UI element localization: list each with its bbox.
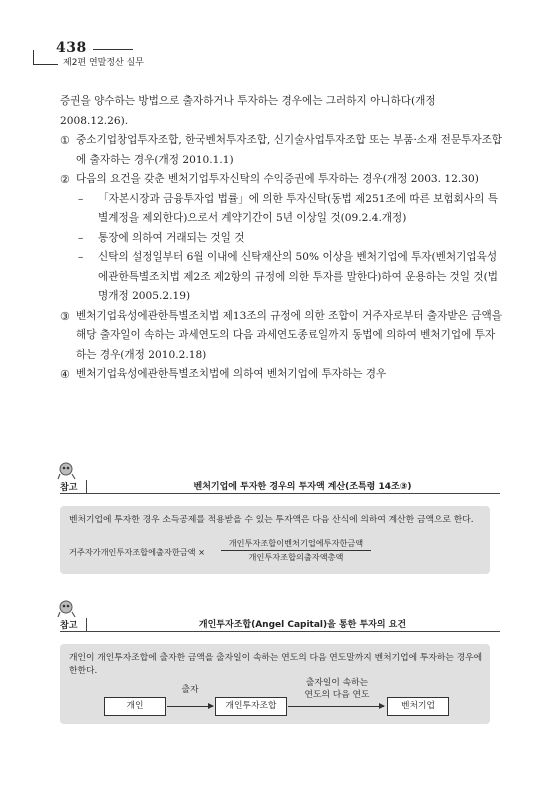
list-item [60, 307, 505, 366]
sub-list-item [60, 190, 505, 229]
page-header [33, 40, 223, 66]
note-label: 참고 [60, 621, 78, 631]
item-marker: ② [60, 173, 70, 186]
formula-left: 거주자가개인투자조합에출자한금액 × [69, 547, 206, 557]
item-marker: ④ [60, 368, 70, 381]
mascot-icon [55, 598, 79, 618]
item-marker: ① [60, 134, 70, 147]
sub-list-item [60, 229, 505, 249]
formula-numerator: 개인투자조합이벤처기업에투자한금액 [228, 538, 364, 548]
note-box [60, 506, 490, 574]
note-title-bar [60, 616, 500, 632]
sub-item-text: 통장에 의하여 거래되는 것일 것 [98, 231, 245, 244]
item-text: 벤처기업육성에관한특별조치법에 의하여 벤처기업에 투자하는 경우 [76, 368, 387, 380]
dash-marker: – [78, 251, 84, 263]
note-box [60, 644, 490, 724]
flow-node-union: 개인투자조합 [215, 697, 287, 716]
mascot-icon [55, 460, 79, 480]
note-title: 벤처기업에 투자한 경우의 투자액 계산(조특령 14조③) [193, 482, 412, 492]
item-marker: ③ [60, 309, 70, 323]
dash-marker: – [78, 192, 84, 205]
fraction-bar [221, 550, 371, 551]
arrow-label: 출자 [181, 685, 199, 695]
formula-denominator: 개인투자조합의출자액총액 [248, 552, 344, 562]
item-text: 다음의 요건을 갖춘 벤처기업투자신탁의 수익증권에 투자하는 경우(개정 2003. 12.30) [76, 173, 479, 185]
note-title: 개인투자조합(Angel Capital)을 통한 투자의 요건 [198, 620, 407, 630]
list-item [60, 170, 505, 190]
header-rule [33, 50, 34, 64]
note-body: 개인이 개인투자조합에 출자한 금액을 출자일이 속하는 연도의 다음 연도말까지 벤처기업에 투자하는 경우에 한한다. [69, 653, 483, 676]
arrow-label-line: 출자일이 속하는 [305, 678, 369, 688]
sub-item-text: 「자본시장과 금융투자업 법률」에 의한 투자신탁(동법 제251조에 따른 보험회사의 특별계정을 제외한다)으로서 계약기간이 5년 이상일 것(09.2.4.개정) [98, 192, 498, 224]
dash-marker: – [78, 231, 84, 244]
title-divider [86, 618, 87, 632]
sub-item-text: 신탁의 설정일부터 6월 이내에 신탁재산의 50% 이상을 벤처기업에 투자(벤처기업육성에관한특별조치법 제2조 제2항의 규정에 의한 투자를 말한다)하여 운용하는 것일 것(법명개정 2005.2.19) [98, 251, 498, 302]
note-body: 벤처기업에 투자한 경우 소득공제를 적용받을 수 있는 투자액은 다음 산식에 의하여 계산한 금액으로 한다. [69, 515, 474, 525]
flow-node-individual: 개인 [104, 697, 166, 716]
note-label: 참고 [60, 483, 78, 493]
title-underline [60, 493, 500, 494]
header-rule [33, 64, 58, 65]
arrow-label-line: 연도의 다음 연도 [304, 690, 370, 700]
intro-paragraph: 증권을 양수하는 방법으로 출자하거나 투자하는 경우에는 그러하지 아니하다(개정 2008.12.26). [60, 95, 436, 127]
flow-node-venture: 벤처기업 [387, 697, 449, 716]
item-text: 중소기업창업투자조합, 한국벤처투자조합, 신기술사업투자조합 또는 부품·소재 전문투자조합에 출자하는 경우(개정 2010.1.1) [76, 134, 503, 166]
section-title: 제2편 연말정산 실무 [63, 58, 145, 68]
main-text [60, 92, 505, 385]
header-rule [93, 49, 133, 50]
sub-list-item [60, 248, 505, 307]
list-item [60, 131, 505, 170]
flow-arrow [288, 706, 384, 707]
arrow-label [292, 677, 382, 701]
title-divider [86, 480, 87, 494]
note-title-bar [60, 478, 500, 494]
list-item [60, 365, 505, 385]
title-underline [60, 631, 500, 632]
item-text: 벤처기업육성에관한특별조치법 제13조의 규정에 의한 조합이 거주자로부터 출자받은 금액을 해당 출자일이 속하는 과세연도의 다음 과세연도종료일까지 동법에 의하여 벤처기업에 투자하는 경우(개정 2010.2.18) [76, 309, 502, 361]
flow-arrow [167, 706, 213, 707]
formula-fraction [221, 538, 371, 563]
page-number: 438 [56, 40, 87, 56]
